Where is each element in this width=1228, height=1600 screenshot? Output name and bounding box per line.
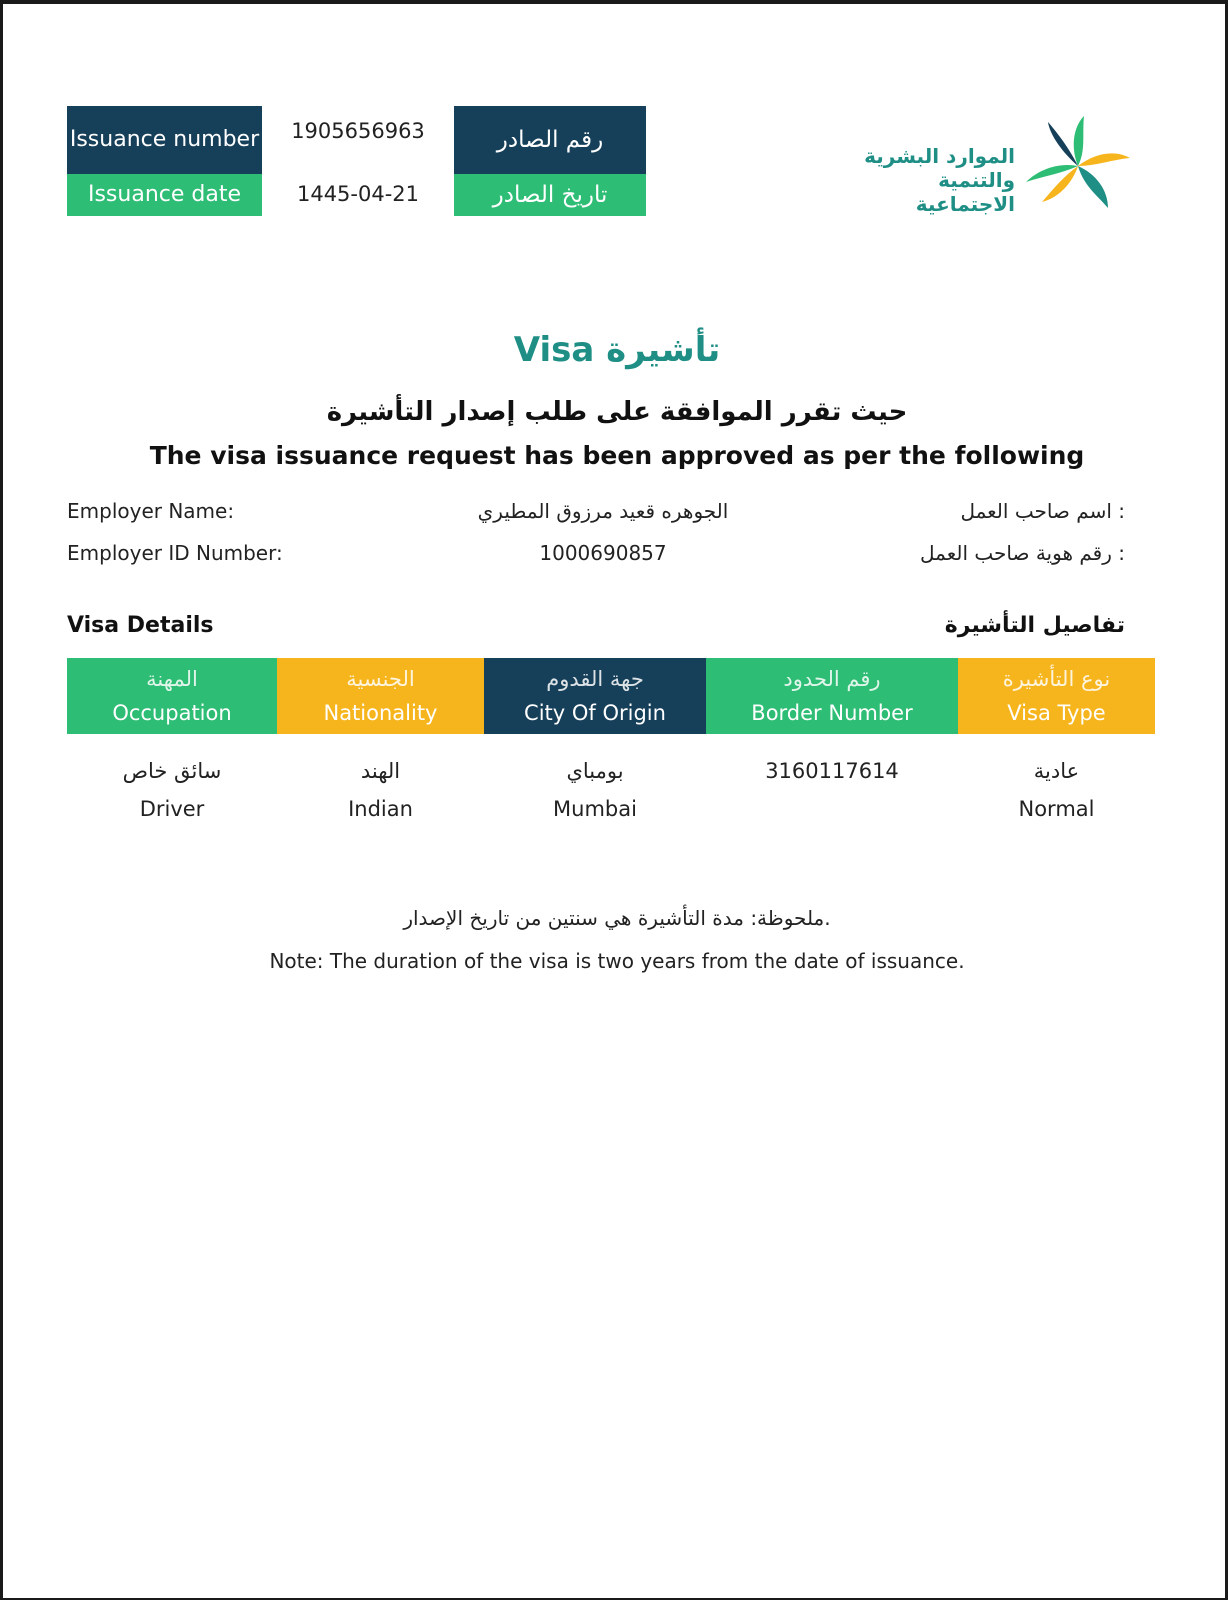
column-header-en: Visa Type xyxy=(1007,701,1106,725)
ministry-name-line2: والتنمية الاجتماعية xyxy=(915,168,1015,216)
cell-value-en: Mumbai xyxy=(553,797,637,821)
column-header-ar: جهة القدوم xyxy=(546,667,644,691)
column-header-occupation xyxy=(67,658,277,734)
employer-id-value: 1000690857 xyxy=(539,541,667,565)
border-number-cell xyxy=(706,752,958,790)
city-of-origin-cell xyxy=(484,752,706,828)
cell-value-en: Indian xyxy=(348,797,413,821)
issuance-date-value: 1445-04-21 xyxy=(296,182,420,206)
issuance-number-label: Issuance number xyxy=(67,106,262,174)
issuance-date-label: Issuance date xyxy=(67,174,262,216)
column-header-city-of-origin xyxy=(484,658,706,734)
column-header-visa-type xyxy=(958,658,1155,734)
column-header-nationality xyxy=(277,658,484,734)
column-header-ar: رقم الحدود xyxy=(783,667,881,691)
employer-id-label: Employer ID Number: xyxy=(67,541,283,565)
column-header-ar: المهنة xyxy=(146,667,198,691)
cell-value-ar: بومباي xyxy=(566,759,624,783)
cell-value-ar: سائق خاص xyxy=(122,759,222,783)
employer-name-label-ar: اسم صاحب العمل : xyxy=(960,499,1125,523)
employer-name-value: الجوهره قعيد مرزوق المطيري xyxy=(477,499,729,523)
column-header-en: City Of Origin xyxy=(524,701,666,725)
column-header-en: Occupation xyxy=(112,701,232,725)
ministry-star-logo-icon xyxy=(1023,114,1133,219)
cell-value-ar: الهند xyxy=(360,759,401,783)
visa-details-title-ar: تفاصيل التأشيرة xyxy=(944,613,1125,638)
note-ar: ملحوظة: مدة التأشيرة هي سنتين من تاريخ الإصدار. xyxy=(403,906,831,930)
cell-value-ar: عادية xyxy=(1033,759,1080,783)
cell-value-ar: 3160117614 xyxy=(765,759,899,783)
column-header-en: Border Number xyxy=(751,701,913,725)
column-header-border-number xyxy=(706,658,958,734)
employer-id-label-ar: رقم هوية صاحب العمل : xyxy=(920,541,1125,565)
visa-title xyxy=(3,330,1228,370)
issuance-number-label-ar: رقم الصادر xyxy=(454,106,646,174)
column-header-ar: نوع التأشيرة xyxy=(1002,667,1111,691)
column-header-en: Nationality xyxy=(323,701,438,725)
approval-text-en: The visa issuance request has been approved as per the following xyxy=(149,441,1085,470)
occupation-cell xyxy=(67,752,277,828)
approval-text-ar: حيث تقرر الموافقة على طلب إصدار التأشيرة xyxy=(326,397,908,427)
employer-name-label: Employer Name: xyxy=(67,499,235,523)
ministry-name xyxy=(845,144,1015,216)
note-en: Note: The duration of the visa is two years from the date of issuance. xyxy=(269,949,965,973)
cell-value-en: Driver xyxy=(139,797,205,821)
visa-title-ar: تأشيرة xyxy=(606,330,721,370)
nationality-cell xyxy=(277,752,484,828)
visa-details-title: Visa Details xyxy=(67,613,214,638)
visa-title-en: Visa xyxy=(513,330,595,370)
ministry-name-line1: الموارد البشرية xyxy=(864,144,1015,168)
issuance-date-label-ar: تاريخ الصادر xyxy=(454,174,646,216)
column-header-ar: الجنسية xyxy=(346,667,415,691)
visa-type-cell xyxy=(958,752,1155,828)
cell-value-en: Normal xyxy=(1018,797,1095,821)
issuance-number-value: 1905656963 xyxy=(291,119,425,143)
